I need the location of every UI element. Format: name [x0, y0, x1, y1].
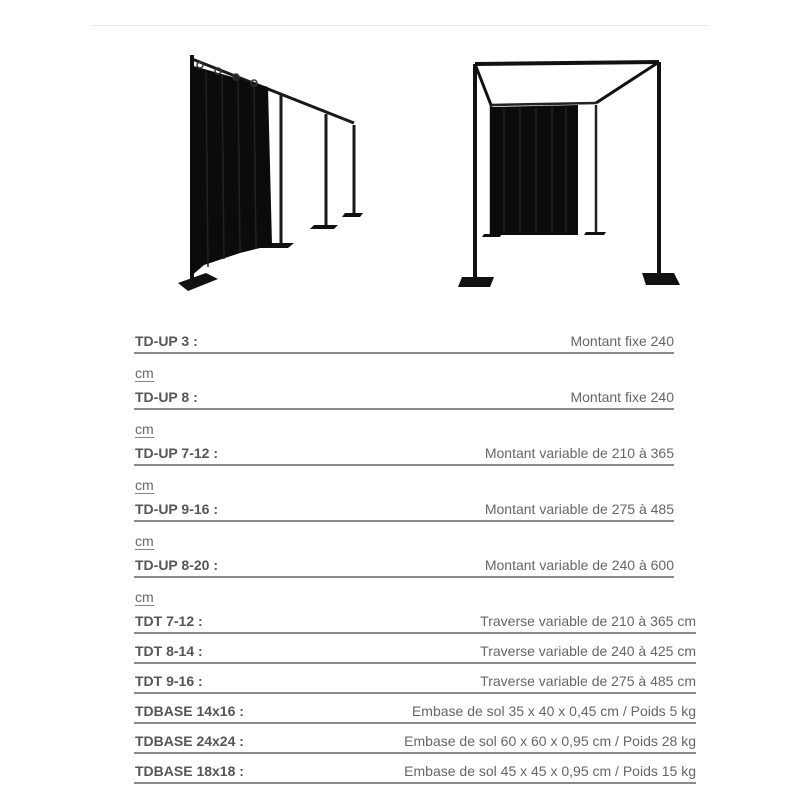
spec-row — [134, 386, 698, 442]
spec-line — [134, 730, 696, 754]
spec-row — [134, 700, 698, 724]
spec-unit: cm — [135, 589, 154, 605]
spec-unit: cm — [135, 421, 154, 437]
spec-description: Traverse variable de 210 à 365 cm — [480, 613, 696, 629]
spec-code: TD-UP 8-20 : — [135, 557, 218, 573]
curtain-wall-illustration — [160, 45, 370, 300]
spec-code: TD-UP 8 : — [135, 389, 198, 405]
spec-code: TD-UP 7-12 : — [135, 445, 218, 461]
spec-description: Traverse variable de 275 à 485 cm — [480, 673, 696, 689]
curtain-cube-illustration — [450, 45, 690, 300]
spec-description: Montant fixe 240 — [570, 333, 674, 349]
spec-code: TD-UP 3 : — [135, 333, 198, 349]
spec-description: Montant variable de 240 à 600 — [484, 557, 674, 573]
spec-unit: cm — [135, 533, 154, 549]
spec-line — [134, 330, 674, 354]
spec-line — [134, 554, 674, 578]
spec-description: Embase de sol 45 x 45 x 0,95 cm / Poids 15 kg — [404, 763, 696, 779]
spec-unit: cm — [135, 365, 154, 381]
spec-unit-line — [134, 466, 698, 498]
spec-description: Embase de sol 35 x 40 x 0,45 cm / Poids 5 kg — [411, 703, 696, 719]
spec-row — [134, 498, 698, 554]
spec-line — [134, 700, 696, 724]
spec-unit-line — [134, 522, 698, 554]
spec-line — [134, 386, 674, 410]
spec-line — [134, 610, 696, 634]
spec-row — [134, 730, 698, 754]
spec-code: TDT 8-14 : — [135, 643, 203, 659]
spec-line — [134, 498, 674, 522]
spec-description: Montant variable de 210 à 365 — [484, 445, 674, 461]
spec-line — [134, 640, 696, 664]
spec-row — [134, 554, 698, 610]
spec-description: Traverse variable de 240 à 425 cm — [480, 643, 696, 659]
spec-line — [134, 442, 674, 466]
spec-row — [134, 640, 698, 664]
spec-unit: cm — [135, 477, 154, 493]
spec-row — [134, 442, 698, 498]
spec-code: TDBASE 24x24 : — [135, 733, 244, 749]
spec-row — [134, 670, 698, 694]
spec-unit-line — [134, 354, 698, 386]
spec-line — [134, 670, 696, 694]
spec-code: TDT 7-12 : — [135, 613, 203, 629]
spec-row — [134, 610, 698, 634]
spec-row — [134, 760, 698, 784]
spec-code: TDBASE 18x18 : — [135, 763, 244, 779]
spec-unit-line — [134, 578, 698, 610]
spec-description: Montant variable de 275 à 485 — [484, 501, 674, 517]
spec-code: TD-UP 9-16 : — [135, 501, 218, 517]
spec-row — [134, 330, 698, 386]
top-divider — [90, 25, 710, 26]
spec-list — [134, 330, 698, 790]
spec-description: Montant fixe 240 — [570, 389, 674, 405]
spec-description: Embase de sol 60 x 60 x 0,95 cm / Poids 28 kg — [404, 733, 696, 749]
spec-unit-line — [134, 410, 698, 442]
spec-line — [134, 760, 696, 784]
spec-code: TDT 9-16 : — [135, 673, 203, 689]
spec-code: TDBASE 14x16 : — [135, 703, 244, 719]
